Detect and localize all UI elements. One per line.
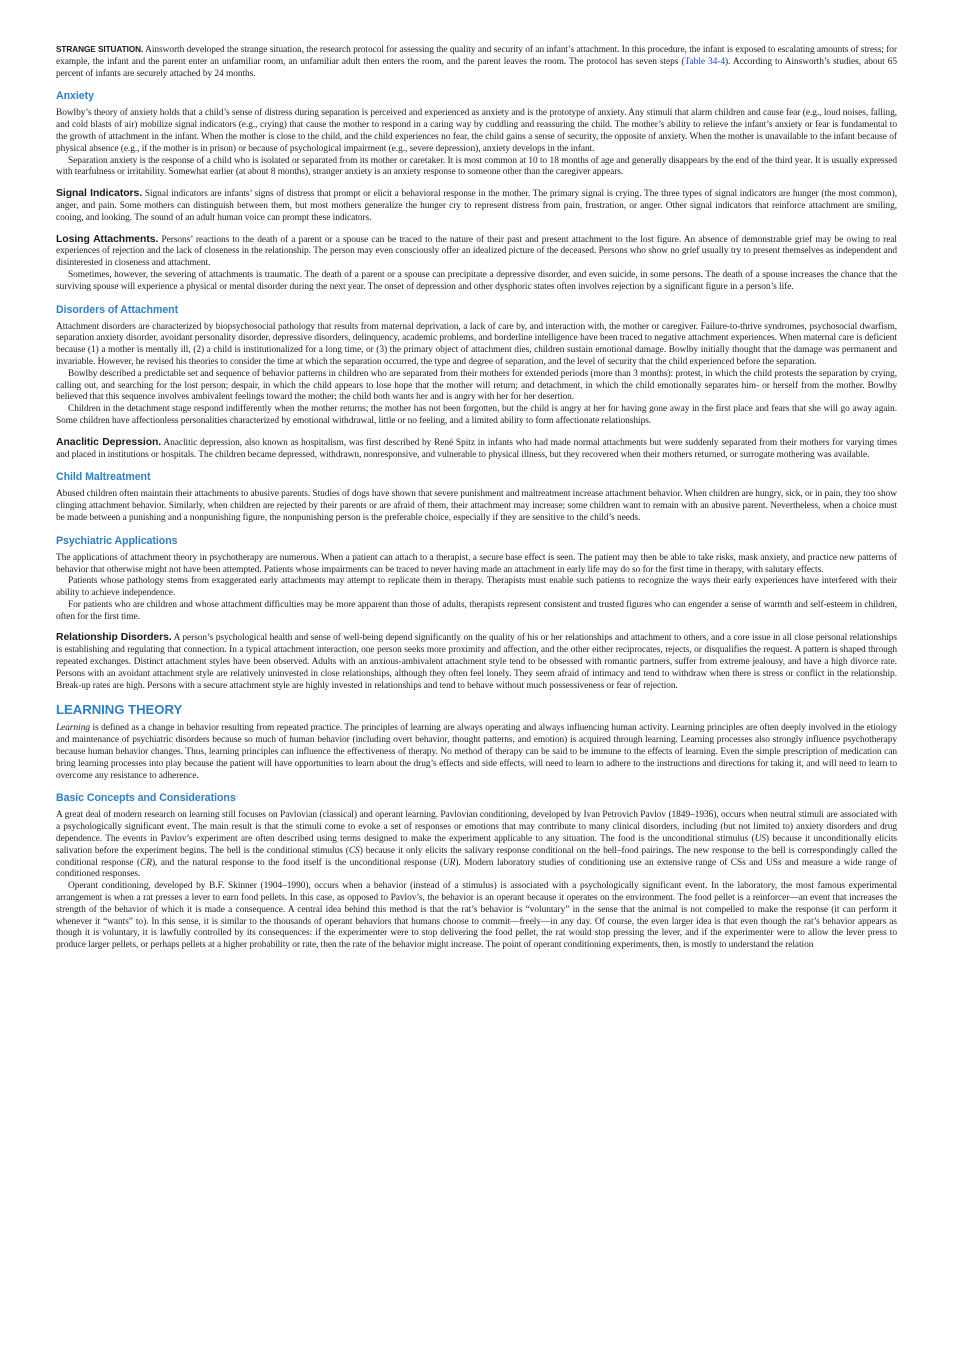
disorders-paragraph-2: Bowlby described a predictable set and sequence of behavior patterns in children who are separated from their mothers for extended periods (more than 3 months): protest, in which the child protests the separation by crying, calling out, and searching for the lost person; despair, in which the child appears to lose hope that the mother will return; and detachment, in which the child emotionally separates him- or herself from the mother. Bowlby believed that this sequence involves ambivalent feelings toward the mother; the child both wants her and is angry with her for her desertion. xyxy=(56,368,897,403)
learning-paragraph xyxy=(56,723,897,782)
learning-theory-heading: LEARNING THEORY xyxy=(56,702,183,718)
strange-situation-paragraph xyxy=(56,44,897,80)
losing-attachments-paragraph-2: Sometimes, however, the severing of attachments is traumatic. The death of a parent or a spouse can precipitate a depressive disorder, and even suicide, in some persons. The death of a spouse increases the chance that the surviving spouse will experience a physical or mental disorder during the next year. The onset of depression and other dysphoric states often involves rejection by a significant figure in a person’s life. xyxy=(56,269,897,292)
anaclitic-depression-runin: Anaclitic Depression. xyxy=(56,436,162,448)
basic-text-a: A great deal of modern research on learning still focuses on Pavlovian (classical) and operant learning. Pavlovian conditioning, developed by Ivan Petrovich Pavlov (1849–1936), occurs when neutral stimuli are associated with a psychologically significant event. The main result is that the stimuli come to evoke a set of responses or emotions that may contribute to many clinical disorders, including (but not limited to) anxiety disorders and drug dependence. The events in Pavlov’s experiment are often described using terms designed to make the experiment applicable to any situation. The food is the unconditional stimulus ( xyxy=(56,810,897,845)
signal-indicators-runin: Signal Indicators. xyxy=(56,188,143,200)
disorders-paragraph-1: Attachment disorders are characterized by biopsychosocial pathology that results from maternal deprivation, a lack of care by, and interaction with, the mother or caregiver. Failure-to-thrive syndromes, psychosocial dwarfism, separation anxiety disorder, avoidant personality disorder, depressive disorders, delinquency, academic problems, and borderline intelligence have been traced to negative attachment experiences. When maternal care is deficient because (1) a mother is mentally ill, (2) a child is institutionalized for a long time, or (3) the primary object of attachment dies, children sustain emotional damage. Bowlby initially thought that the damage was permanent and invariable. However, he revised his theories to consider the time at which the separation occurred, the type and degree of separation, and the level of security that the child experienced before the separation. xyxy=(56,321,897,367)
anxiety-paragraph-2: Separation anxiety is the response of a child who is isolated or separated from its mother or caretaker. It is most common at 10 to 18 months of age and generally disappears by the end of the third year. It is usually expressed with tearfulness or irritability. Somewhat earlier (at about 8 months), stranger anxiety is an anxiety response to someone other than the caregiver appears. xyxy=(56,155,897,178)
relationship-text: A person’s psychological health and sense of well-being depend significantly on the quality of his or her relationships and attachment to others, and a core issue in all close personal relationships is establishing and regulating that connection. In a typical attachment interaction, one person seeks more proximity and affection, and the other either reciprocates, rejects, or disqualifies the request. A pattern is shaped through repeated exchanges. Distinct attachment styles have been observed. Adults with an anxious-ambivalent attachment style tend to be obsessed with romantic partners, suffer from extreme jealousy, and have a high divorce rate. Persons with an avoidant attachment style are relatively uninvested in close relationships, although they often feel lonely. They seem afraid of intimacy and tend to withdraw when there is stress or conflict in the relationship. Break-up rates are high. Persons with a secure attachment style are highly invested in relationships and tend to behave without much possessiveness or fear of rejection. xyxy=(56,633,897,691)
signal-indicators-text: Signal indicators are infants’ signs of distress that prompt or elicit a behavioral response in the mother. The primary signal is crying. The three types of signal indicators are hunger (the most common), anger, and pain. Some mothers can distinguish between them, but most mothers generalize the hunger cry to represent distress from pain, frustration, or anger. Other signal indicators that reinforce attachment are smiling, cooing, and looking. The sound of an adult human voice can prompt these indicators. xyxy=(56,189,897,223)
learning-text: is defined as a change in behavior resulting from repeated practice. The principles of learning are always operating and always influencing human activity. Learning principles are often deeply involved in the etiology and maintenance of psychiatric disorders because so much of human behavior (including overt behavior, thought patterns, and emotion) is acquired through learning. Learning processes also strongly influence psychotherapy because human behavior changes. Thus, learning principles can influence the effectiveness of therapy. No method of therapy can be said to be immune to the effects of learning. Even the simple prescription of medication can bring learning processes into play because the patient will have opportunities to learn about the drug’s effects and side effects, will need to learn to adhere to the instructions and directions for taking it, and will need to learn to overcome any resistance to adherence. xyxy=(56,723,897,781)
maltreatment-paragraph: Abused children often maintain their attachments to abusive parents. Studies of dogs have shown that severe punishment and maltreatment increase attachment behavior. When children are hungry, sick, or in pain, they too show clinging attachment behavior. Similarly, when children are rejected by their parents or are afraid of them, their attachment may increase; some children want to remain with an abusive parent. Nevertheless, when a choice must be made between a punishing and a nonpunishing figure, the nonpunishing person is the preferable choice, especially if they are sensitive to the child’s needs. xyxy=(56,489,897,523)
psychiatric-paragraph-3: For patients who are children and whose attachment difficulties may be more apparent than those of adults, therapists represent consistent and trusted figures who can engender a sense of warmth and self-esteem in children, often for the first time. xyxy=(56,599,897,622)
learning-term: Learning xyxy=(56,723,90,734)
anxiety-heading: Anxiety xyxy=(56,90,94,103)
anxiety-paragraph-1: Bowlby’s theory of anxiety holds that a child’s sense of distress during separation is perceived and experienced as anxiety and is the prototype of anxiety. Any stimuli that alarm children and cause fear (e.g., loud noises, falling, and cold blasts of air) mobilize signal indicators (e.g., crying) that cause the mother to respond in a caring way by cuddling and reassuring the child. The mother’s ability to relieve the infant’s anxiety or fear is fundamental to the growth of attachment in the infant. When the mother is close to the child, and the child experiences no fear, the child gains a sense of security, the opposite of anxiety. When the mother is unavailable to the infant because of physical absence (e.g., if the mother is in prison) or because of psychological impairment (e.g., severe depression), anxiety develops in the infant. xyxy=(56,108,897,154)
basic-text-c: ) because it only elicits the salivary response conditional on the bell–food pairings. The new response to the bell is correspondingly called the conditional response ( xyxy=(56,845,897,868)
basic-concepts-heading: Basic Concepts and Considerations xyxy=(56,792,236,805)
disorders-paragraph-3: Children in the detachment stage respond indifferently when the mother returns; the mother has not been forgotten, but the child is angry at her for having gone away in the first place and fears that she will go away again. Some children have affectionless personalities characterized by emotional withdrawal, little or no feeling, and a limited ability to form affectionate relationships. xyxy=(56,404,897,426)
anaclitic-text: Anaclitic depression, also known as hospitalism, was first described by René Spitz in infants who had made normal attachments but were suddenly separated from their mothers for varying times and placed in institutions or hospitals. The children became depressed, withdrawn, nonresponsive, and vulnerable to physical illness, but they recovered when their mothers returned, or surrogate mothering was available. xyxy=(56,437,898,460)
abbr-ur: UR xyxy=(442,857,456,868)
abbr-cr: CR xyxy=(140,857,152,868)
losing-attachments-paragraph xyxy=(56,234,897,270)
basic-text-e: ). Modern laboratory studies of conditioning use an extensive range of CSs and USs and measure a wide range of conditioned responses. xyxy=(56,857,897,880)
abbr-cs: CS xyxy=(348,845,360,856)
losing-attachments-runin: Losing Attachments. xyxy=(56,233,159,245)
basic-paragraph-1 xyxy=(56,810,897,881)
losing-text-1: Persons’ reactions to the death of a parent or a spouse can be traced to the nature of their past and present attachment to the lost figure. An absence of demonstrable grief may be owing to real experiences of rejection and the lack of closeness in the relationship. The person may even consciously offer an idealized picture of the deceased. Persons who show no grief usually try to present themselves as independent and disinterested in closeness and attachment. xyxy=(56,234,897,269)
anaclitic-depression-paragraph xyxy=(56,437,897,462)
basic-text-b: ) because it unconditionally elicits salivation before the experiment begins. The bell is the conditional stimulus ( xyxy=(56,834,898,856)
signal-indicators-paragraph xyxy=(56,188,897,224)
basic-paragraph-2: Operant conditioning, developed by B.F. Skinner (1904–1990), occurs when a behavior (instead of a stimulus) is associated with a psychologically significant event. In the laboratory, the most famous experimental arrangement is when a rat presses a lever to earn food pellets. In this case, as opposed to Pavlov’s, the behavior is an operant because it operates on the environment. The food pellet is a reinforcer—an event that increases the strength of the behavior of which it is made a consequence. A central idea behind this method is that the rat’s behavior is “voluntary” in the sense that the animal is not compelled to make the response (it can perform it whenever it “wants” to). In this sense, it is similar to the thousands of operant behaviors that humans choose to commit—freely—in any day. Of course, the even larger idea is that even though the rat’s behavior appears as though it is voluntary, it is lawfully controlled by its consequences: if the experimenter were to stop delivering the food pellet, the rat would stop pressing the lever, and if the experimenter were to allow the lever press to produce larger pellets, or perhaps pellets at a higher probability or rate, then the rate of the behavior might increase. The point of operant conditioning experiments, then, is mostly to understand the relation xyxy=(56,881,897,951)
psychiatric-heading: Psychiatric Applications xyxy=(56,534,178,547)
relationship-disorders-paragraph xyxy=(56,632,897,692)
psychiatric-paragraph-1: The applications of attachment theory in psychotherapy are numerous. When a patient can attach to a therapist, a secure base effect is seen. The patient may then be able to take risks, mask anxiety, and practice new patterns of behavior that otherwise might not have been attempted. Patients whose impairments can be traced to never having made an attachment in early life may do so for the first time in therapy, with salutary effects. xyxy=(56,552,897,575)
strange-text-2: ). According to Ainsworth’s studies, about 65 percent of infants are securely attached by 24 months. xyxy=(56,56,897,79)
psychiatric-paragraph-2: Patients whose pathology stems from exaggerated early attachments may attempt to replicate them in therapy. Therapists must enable such patients to recognize the ways their early experiences have interfered with their ability to achieve independence. xyxy=(56,576,897,599)
strange-text-1: Ainsworth developed the strange situation, the research protocol for assessing the quality and security of an infant’s attachment. In this procedure, the infant is exposed to escalating amounts of stress; for example, the infant and the parent enter an unfamiliar room, an unfamiliar adult then enters the room, and the parent leaves the room. The protocol has seven steps ( xyxy=(56,45,897,67)
relationship-disorders-runin: Relationship Disorders. xyxy=(56,632,172,644)
abbr-us: US xyxy=(754,834,766,845)
table-34-4-link[interactable]: Table 34-4 xyxy=(684,56,725,67)
strange-situation-runin: STRANGE SITUATION. xyxy=(56,45,144,54)
maltreatment-heading: Child Maltreatment xyxy=(56,471,151,484)
basic-text-d: ), and the natural response to the food itself is the unconditional response ( xyxy=(151,857,443,868)
disorders-heading: Disorders of Attachment xyxy=(56,303,179,316)
